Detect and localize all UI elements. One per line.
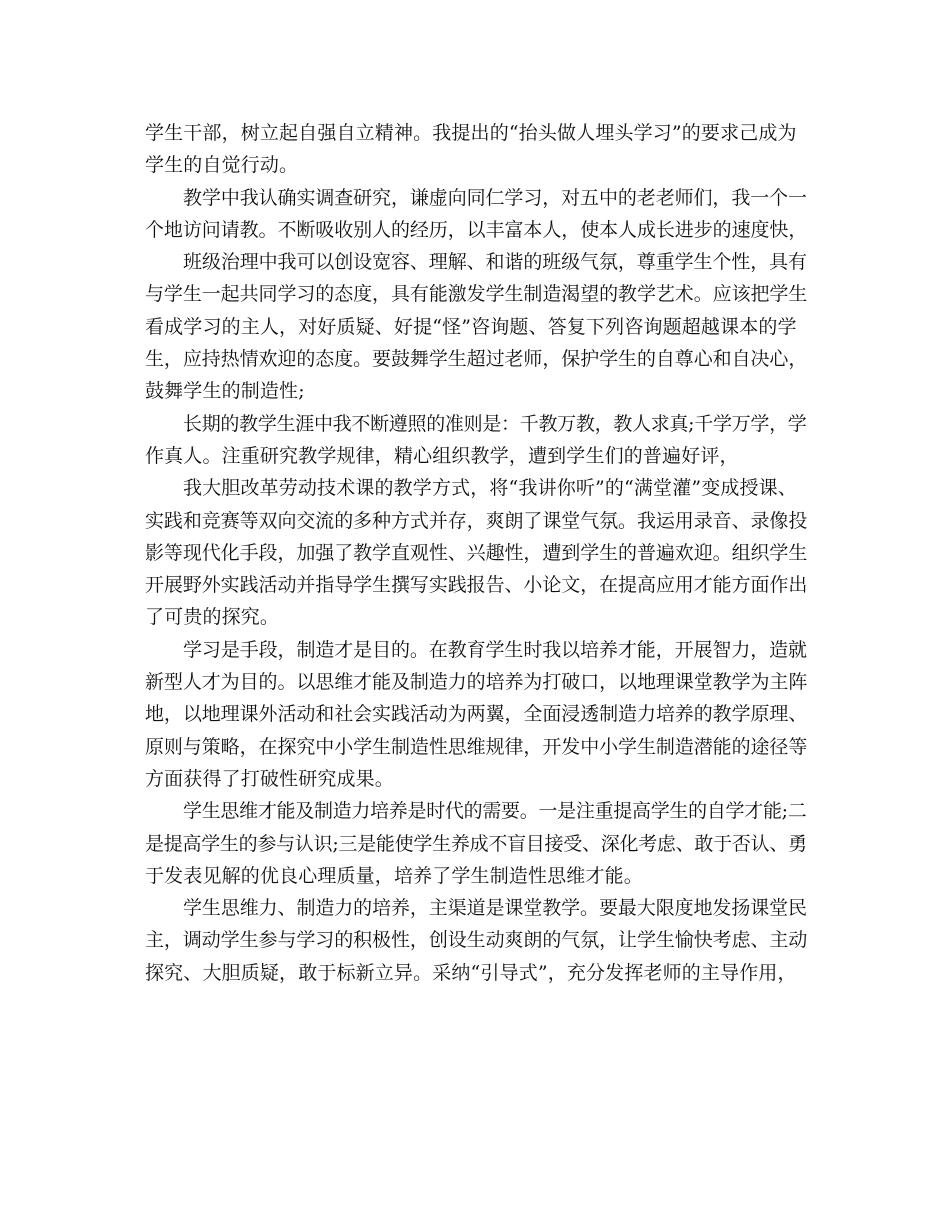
text-line: 了可贵的探究。 [145, 606, 280, 629]
text-line: 与学生一起共同学习的态度，具有能激发学生制造渴望的教学艺术。应该把学生 [145, 283, 808, 306]
text-line: 看成学习的主人，对好质疑、好提“怪”咨询题、答复下列咨询题超越课本的学 [145, 315, 797, 338]
text-line: 长期的教学生涯中我不断遵照的准则是：千教万教，教人求真;千学万学，学 [183, 412, 807, 435]
paragraph [145, 408, 810, 473]
paragraph [145, 246, 810, 407]
paragraph [145, 117, 810, 182]
text-line: 学生干部，树立起自强自立精神。我提出的“抬头做人埋头学习”的要求己成为 [145, 122, 797, 144]
text-line: 影等现代化手段，加强了教学直观性、兴趣性，遭到学生的普遍欢迎。组织学生 [145, 541, 808, 564]
text-line: 主，调动学生参与学习的积极性，创设生动爽朗的气氛，让学生愉快考虑、主动 [145, 929, 808, 952]
paragraph [145, 182, 810, 247]
text-line: 开展野外实践活动并指导学生撰写实践报告、小论文，在提高应用才能方面作出 [145, 574, 808, 597]
paragraph [145, 795, 810, 892]
text-line: 探究、大胆质疑，敢于标新立异。采纳“引导式”，充分发挥老师的主导作用， [145, 961, 797, 984]
text-line: 是提高学生的参与认识;三是能使学生养成不盲目接受、深化考虑、敢于否认、勇 [145, 832, 807, 855]
paragraph [145, 892, 810, 989]
text-line: 我大胆改革劳动技术课的教学方式，将“我讲你听”的“满堂灌”变成授课、 [183, 477, 797, 500]
text-line: 方面获得了打破性研究成果。 [145, 767, 394, 790]
text-line: 个地访问请教。不断吸收别人的经历，以丰富本人，使本人成长进步的速度快， [145, 218, 808, 241]
text-line: 地，以地理课外活动和社会实践活动为两翼，全面浸透制造力培养的教学原理、 [145, 703, 808, 726]
text-line: 学习是手段，制造才是目的。在教育学生时我以培养才能，开展智力，造就 [183, 638, 807, 661]
document-body [145, 117, 810, 989]
text-line: 学生的自觉行动。 [145, 154, 299, 177]
text-line: 鼓舞学生的制造性; [145, 380, 305, 403]
paragraph [145, 472, 810, 633]
text-line: 原则与策略，在探究中小学生制造性思维规律，开发中小学生制造潜能的途径等 [145, 735, 808, 758]
text-line: 班级治理中我可以创设宽容、理解、和谐的班级气氛，尊重学生个性，具有 [183, 251, 807, 274]
text-line: 学生思维力、制造力的培养，主渠道是课堂教学。要最大限度地发扬课堂民 [183, 897, 807, 920]
text-line: 实践和竞赛等双向交流的多种方式并存，爽朗了课堂气氛。我运用录音、录像投 [145, 509, 808, 532]
text-line: 作真人。注重研究教学规律，精心组织教学，遭到学生们的普遍好评， [145, 444, 739, 467]
text-line: 生，应持热情欢迎的态度。要鼓舞学生超过老师，保护学生的自尊心和自决心， [145, 348, 808, 371]
text-line: 新型人才为目的。以思维才能及制造力的培养为打破口，以地理课堂教学为主阵 [145, 671, 808, 694]
text-line: 于发表见解的优良心理质量，培养了学生制造性思维才能。 [145, 864, 643, 887]
paragraph [145, 634, 810, 795]
text-line: 教学中我认确实调查研究，谦虚向同仁学习，对五中的老老师们，我一个一 [183, 186, 807, 209]
text-line: 学生思维才能及制造力培养是时代的需要。一是注重提高学生的自学才能;二 [183, 800, 807, 823]
